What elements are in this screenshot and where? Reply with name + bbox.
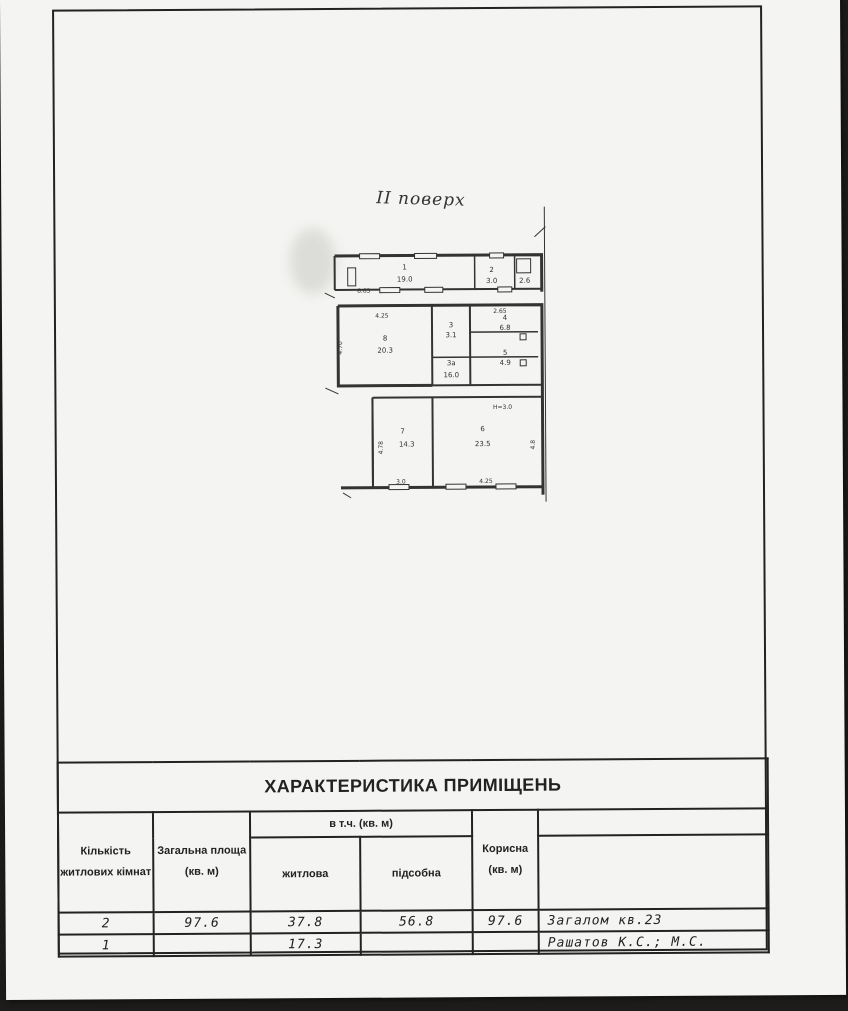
cell-aux: 56.8 [361,910,473,933]
room-number: 2 [489,265,494,275]
cell-total: 97.6 [154,911,251,934]
floor-title: II поверх [375,188,466,211]
cell-living: 37.8 [251,911,361,934]
room-number: 7 [400,427,405,436]
dimension: 4.78 [377,440,385,455]
dimension: 4.25 [375,312,389,320]
room-area: 3.0 [486,276,498,286]
room-area: 4.9 [499,358,511,367]
header-blank-cell [538,834,769,909]
dimension: 4.8 [529,439,537,450]
room-number: 3 [448,321,454,330]
dimension: 2.65 [493,307,507,315]
dimension: H=3.0 [492,403,513,411]
floor-plan [319,197,561,518]
room-area: 2.6 [519,276,531,285]
room-area: 19.0 [396,275,413,284]
dimension: 3.0 [396,478,406,486]
room-number: 5 [502,348,508,357]
cell-total [154,933,251,956]
room-area: 3.1 [445,331,457,340]
room-area: 14.3 [398,440,415,449]
cell-aux [361,932,473,955]
header-living: житлова [250,837,360,912]
table-row [59,930,769,956]
header-useful-area: Корисна (кв. м) [472,810,539,910]
room-number: 4 [502,313,508,322]
header-including: в т.ч. (кв. м) [250,810,472,837]
cell-rooms: 2 [59,912,154,935]
cell-note: Рашатов К.С.; М.С. [539,930,769,953]
header-total-area: Загальна площа (кв. м) [153,811,251,912]
room-number: 6 [480,425,485,434]
header-rooms: Кількість житлових кімнат [58,812,154,913]
cell-living: 17.3 [251,933,361,956]
dimension: 4.25 [479,477,493,486]
cell-useful: 97.6 [473,910,539,932]
room-number: 1 [402,263,407,272]
room-area: 23.5 [474,440,491,449]
room-area: 16.0 [443,371,460,380]
room-area: 6.8 [499,323,511,332]
table-title: ХАРАКТЕРИСТИКА ПРИМІЩЕНЬ [58,758,768,812]
characteristics-table [57,757,770,957]
plan-walls [324,207,547,503]
cell-note: Загалом кв.23 [539,908,769,931]
room-area: 20.3 [377,346,393,355]
cell-rooms: 1 [59,934,154,957]
header-blank-cell [538,808,768,835]
dimension: 4.70 [337,341,345,355]
header-auxiliary: підсобна [360,836,472,911]
dimension: 6.65 [357,287,371,295]
room-number: 3а [446,359,456,368]
cell-useful [473,932,539,954]
room-number: 8 [382,334,388,343]
